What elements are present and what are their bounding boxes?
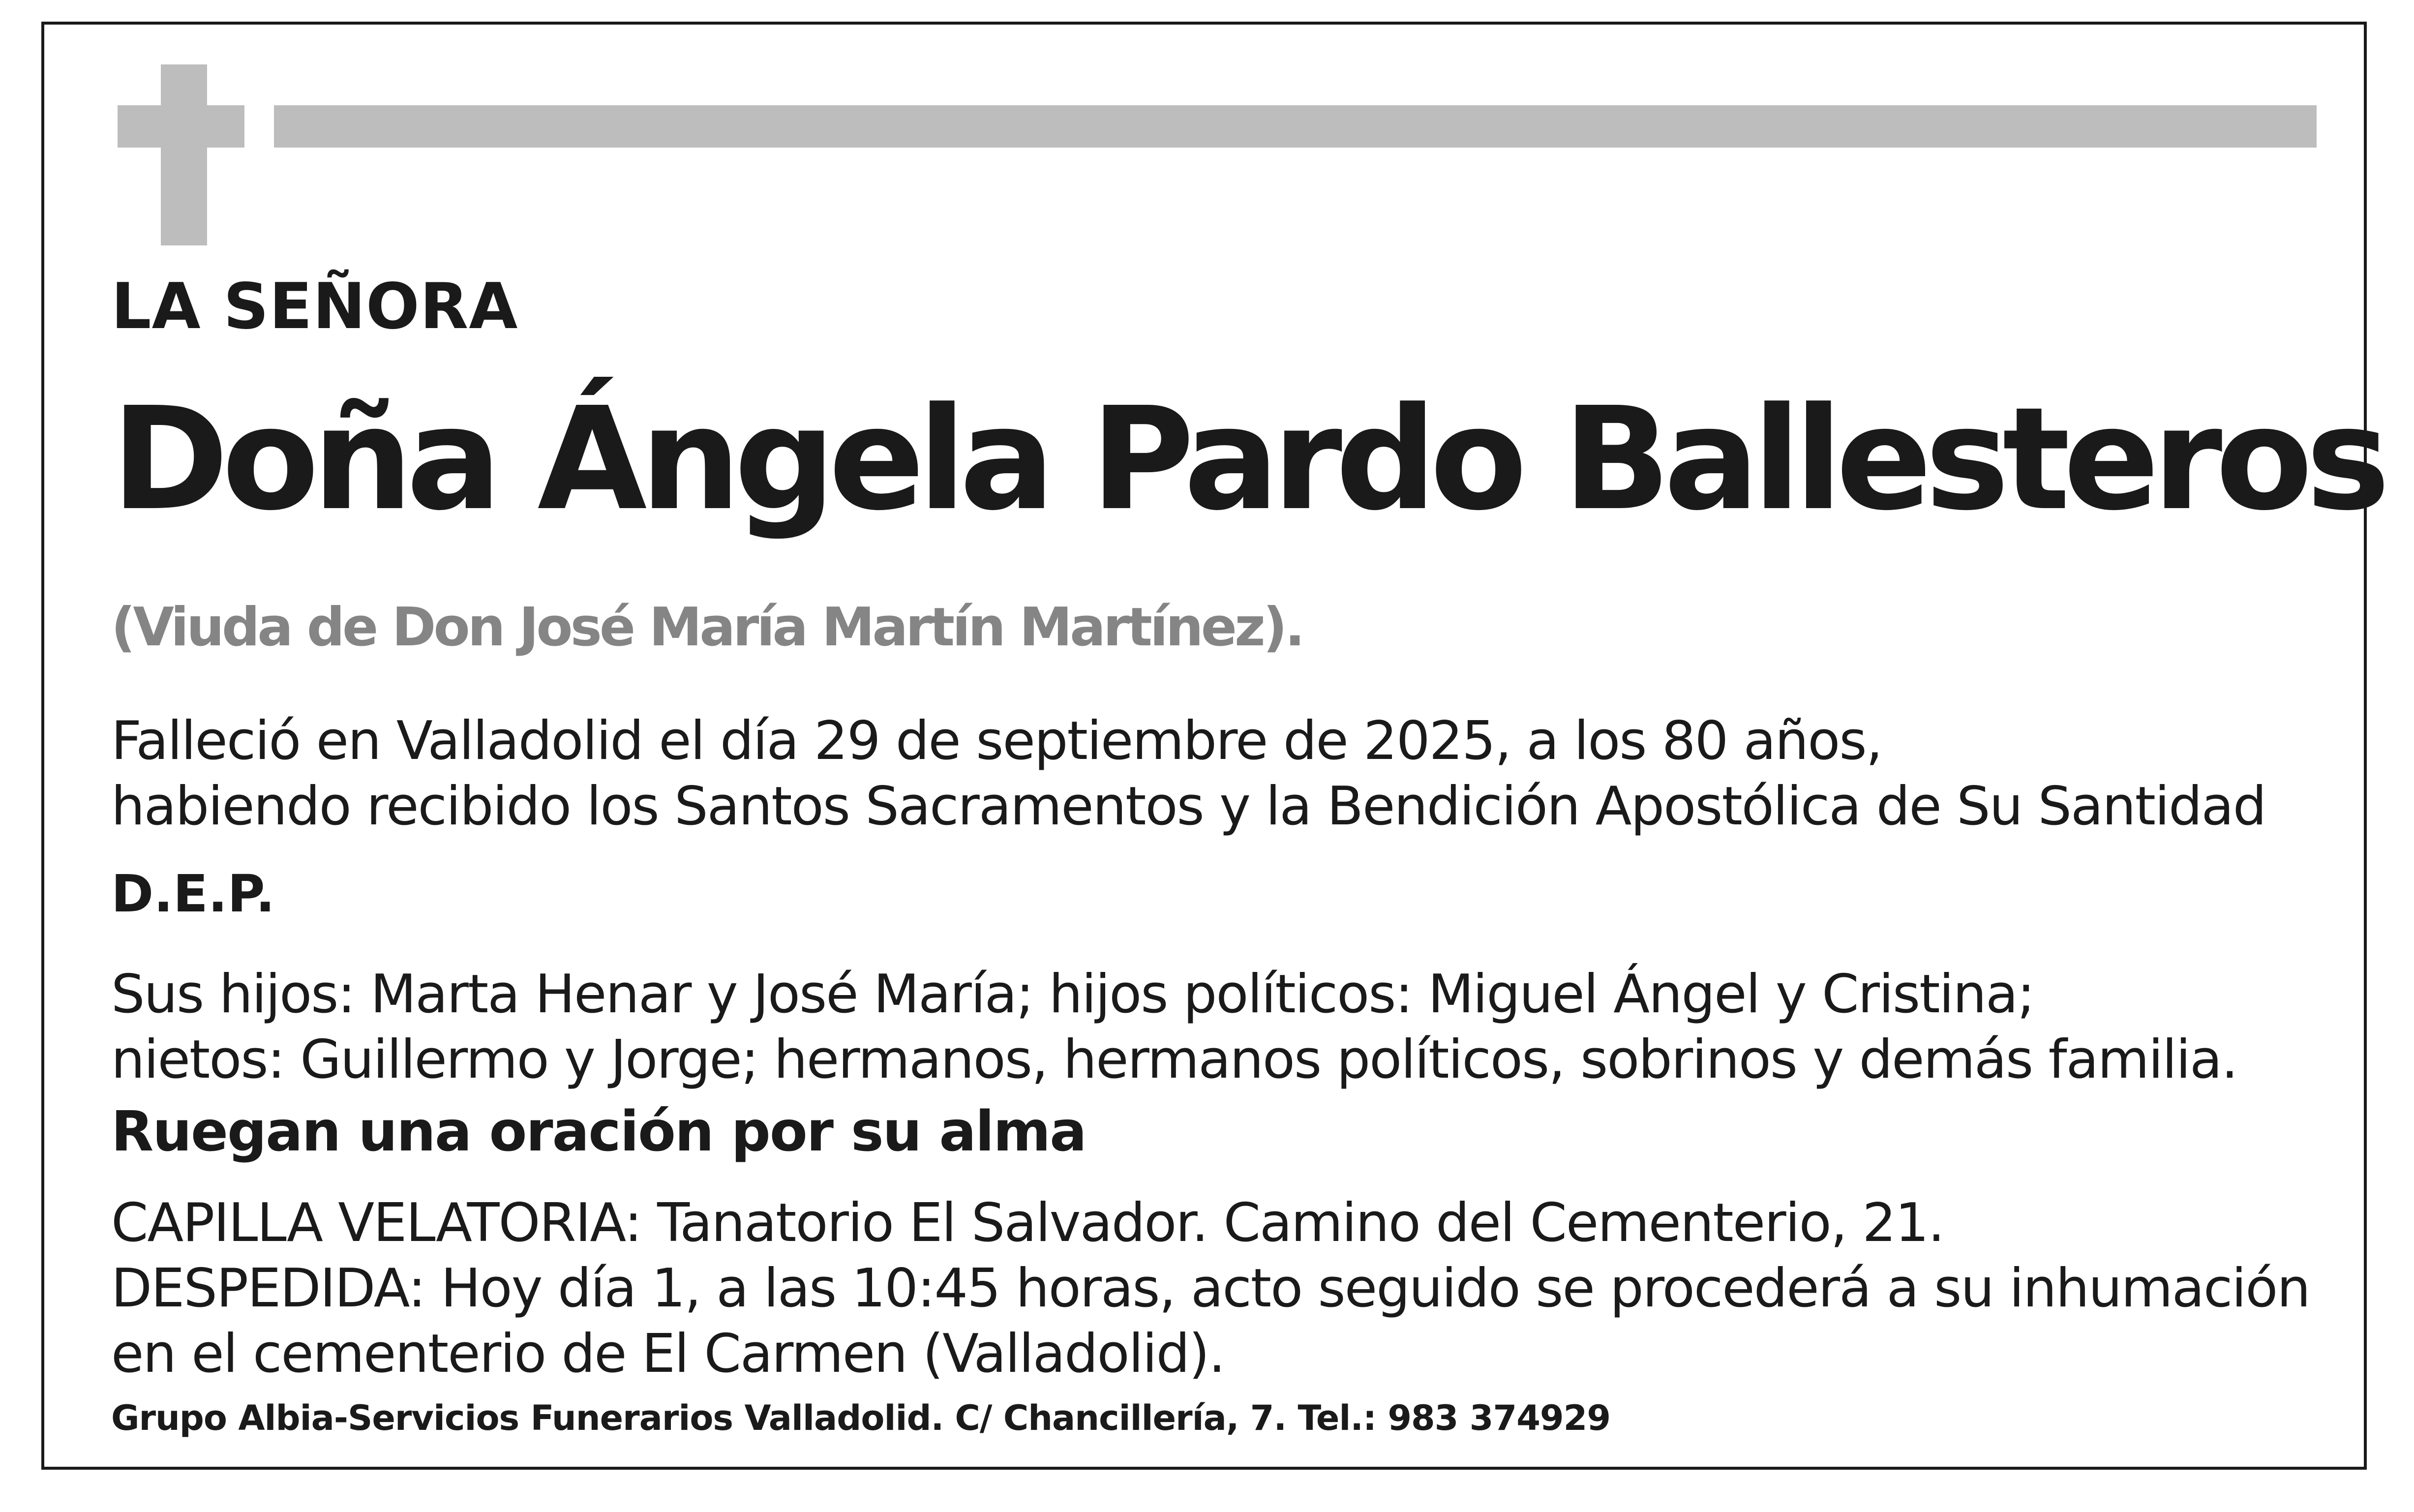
family-line: Sus hijos: Marta Henar y José María; hijos políticos: Miguel Ángel y Cristina;: [111, 964, 2034, 1025]
family-list: [111, 962, 2237, 1092]
death-line: Falleció en Valladolid el día 29 de septiembre de 2025, a los 80 años,: [111, 710, 1882, 772]
cross-icon-arm: [118, 105, 244, 148]
prayer-request: Ruegan una oración por su alma: [111, 1100, 1086, 1164]
funeral-home-footer: Grupo Albia-Servicios Funerarios Valladolid. C/ Chancillería, 7. Tel.: 983 374929: [111, 1398, 1611, 1438]
cross-icon: [161, 64, 207, 245]
chapel-details: [111, 1190, 2310, 1387]
death-announcement: [111, 708, 2265, 839]
notice-title: LA SEÑORA: [111, 270, 518, 343]
farewell-line: en el cementerio de El Carmen (Valladolid).: [111, 1323, 1225, 1385]
family-line: nietos: Guillermo y Jorge; hermanos, hermanos políticos, sobrinos y demás familia.: [111, 1029, 2237, 1090]
death-line: habiendo recibido los Santos Sacramentos y la Bendición Apostólica de Su Santidad: [111, 776, 2266, 837]
chapel-line: CAPILLA VELATORIA: Tanatorio El Salvador. Camino del Cementerio, 21.: [111, 1192, 1944, 1254]
deceased-name: Doña Ángela Pardo Ballesteros: [111, 377, 2384, 542]
header-divider-bar: [274, 105, 2317, 148]
farewell-line: DESPEDIDA: Hoy día 1, a las 10:45 horas, acto seguido se procederá a su inhumación: [111, 1258, 2310, 1319]
widow-subtitle: (Viuda de Don José María Martín Martínez).: [111, 597, 1303, 658]
dep-label: D.E.P.: [111, 864, 275, 924]
